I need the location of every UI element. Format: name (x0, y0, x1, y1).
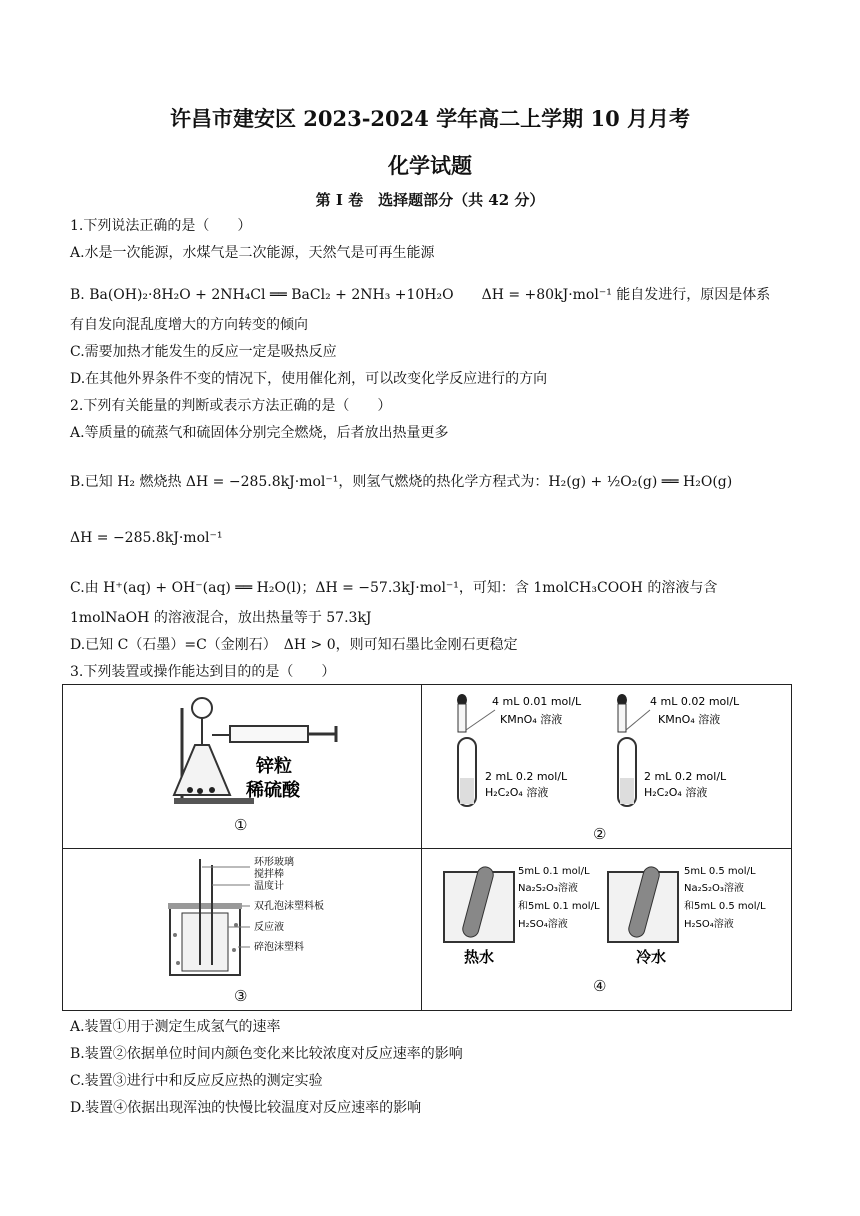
q3-option-d: D.装置④依据出现浑浊的快慢比较温度对反应速率的影响 (70, 1100, 422, 1116)
q1-option-b-line2: 有自发向混乱度增大的方向转变的倾向 (70, 317, 308, 333)
q1-option-a: A.水是一次能源，水煤气是二次能源，天然气是可再生能源 (70, 245, 435, 261)
figure-1-number: ① (234, 816, 248, 834)
figure-2-right-oxalic-label: H₂C₂O₄ 溶液 (644, 786, 708, 799)
figure-2-left-oxalic-amount: 2 mL 0.2 mol/L (485, 770, 568, 783)
figure-2-left-kmno4-amount: 4 mL 0.01 mol/L (492, 695, 582, 708)
figure-3-label-foam-pieces: 碎泡沫塑料 (254, 942, 304, 953)
figure-2-right-oxalic-amount: 2 mL 0.2 mol/L (644, 770, 727, 783)
figure-4-right-line4: H₂SO₄溶液 (684, 919, 734, 930)
q1-stem: 1.下列说法正确的是（ ） (70, 218, 252, 234)
figure-4-right-line3: 和5mL 0.5 mol/L (684, 901, 766, 912)
q3-stem: 3.下列装置或操作能达到目的的是（ ） (70, 664, 336, 680)
q1-option-d: D.在其他外界条件不变的情况下，使用催化剂，可以改变化学反应进行的方向 (70, 371, 548, 387)
figure-4-right-line1: 5mL 0.5 mol/L (684, 866, 756, 877)
figure-4-left-line2: Na₂S₂O₃溶液 (518, 883, 578, 894)
figure-4-number: ④ (593, 977, 607, 995)
figure-3-number: ③ (234, 987, 248, 1005)
figure-3-label-ring-glass: 环形玻璃 (254, 857, 294, 868)
table-divider-vertical (421, 684, 422, 1010)
figure-4-right-line2: Na₂S₂O₃溶液 (684, 883, 744, 894)
exam-title: 许昌市建安区 2023-2024 学年高二上学期 10 月月考 (169, 106, 691, 131)
figure-3-label-reaction-liquid: 反应液 (254, 922, 284, 933)
q1-option-c: C.需要加热才能发生的反应一定是吸热反应 (70, 344, 337, 360)
figure-3-apparatus (150, 855, 370, 980)
figure-2-apparatus (440, 690, 780, 820)
section-title: 第 I 卷 选择题部分（共 42 分） (315, 191, 545, 209)
table-divider-horizontal (62, 848, 791, 849)
q3-option-b: B.装置②依据单位时间内颜色变化来比较浓度对反应速率的影响 (70, 1046, 463, 1062)
figure-1-apparatus (150, 690, 350, 810)
q2-option-c-line2: 1molNaOH 的溶液混合，放出热量等于 57.3kJ (70, 610, 372, 626)
subject-title: 化学试题 (388, 153, 472, 178)
figure-4-cold-water-label: 冷水 (636, 948, 667, 966)
q2-stem: 2.下列有关能量的判断或表示方法正确的是（ ） (70, 398, 392, 414)
figure-2-number: ② (593, 825, 607, 843)
figure-4-apparatus (440, 858, 780, 973)
figure-2-left-kmno4-label: KMnO₄ 溶液 (500, 713, 563, 726)
figure-4-left-line4: H₂SO₄溶液 (518, 919, 568, 930)
q1-option-b-line1: B. Ba(OH)₂·8H₂O + 2NH₄Cl ══ BaCl₂ + 2NH₃ +10H₂O ΔH = +80kJ·mol⁻¹ 能自发进行，原因是体系 (70, 287, 771, 303)
figure-3-label-foam-board: 双孔泡沫塑料板 (254, 901, 324, 912)
figure-4-left-line3: 和5mL 0.1 mol/L (518, 901, 600, 912)
q2-option-b-line1: B.已知 H₂ 燃烧热 ΔH = −285.8kJ·mol⁻¹，则氢气燃烧的热化学方程式为：H₂(g) + ½O₂(g) ══ H₂O(g) (70, 474, 733, 490)
q3-option-a: A.装置①用于测定生成氢气的速率 (70, 1019, 281, 1035)
figure-2-left-oxalic-label: H₂C₂O₄ 溶液 (485, 786, 549, 799)
figure-2-right-kmno4-label: KMnO₄ 溶液 (658, 713, 721, 726)
figure-4-hot-water-label: 热水 (464, 948, 495, 966)
figure-1-label-zinc: 锌粒 (256, 756, 292, 777)
figure-4-left-line1: 5mL 0.1 mol/L (518, 866, 590, 877)
figure-3-label-thermometer: 温度计 (254, 881, 284, 892)
figure-3-label-stirrer: 搅拌棒 (254, 869, 284, 880)
q2-option-c-line1: C.由 H⁺(aq) + OH⁻(aq) ══ H₂O(l)；ΔH = −57.3kJ·mol⁻¹，可知：含 1molCH₃COOH 的溶液与含 (70, 580, 718, 596)
q2-option-a: A.等质量的硫蒸气和硫固体分别完全燃烧，后者放出热量更多 (70, 425, 449, 441)
q3-option-c: C.装置③进行中和反应反应热的测定实验 (70, 1073, 323, 1089)
q2-option-d: D.已知 C（石墨）=C（金刚石） ΔH > 0，则可知石墨比金刚石更稳定 (70, 637, 518, 653)
q2-option-b-line2: ΔH = −285.8kJ·mol⁻¹ (70, 530, 223, 546)
figure-1-label-acid: 稀硫酸 (246, 780, 300, 801)
figure-2-right-kmno4-amount: 4 mL 0.02 mol/L (650, 695, 740, 708)
